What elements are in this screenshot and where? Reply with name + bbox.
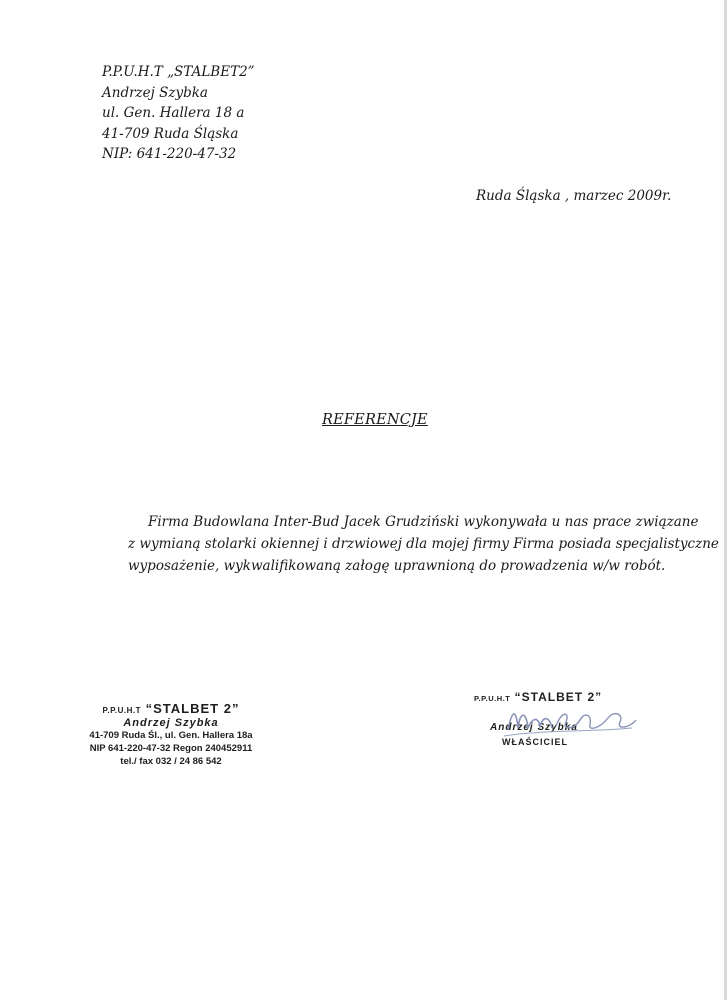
stamp-right-role: WŁAŚCICIEL	[502, 737, 568, 747]
body-line-1: Firma Budowlana Inter-Bud Jacek Grudziński wykonywała u nas prace związane	[148, 514, 699, 530]
stamp-left-phone: tel./ fax 032 / 24 86 542	[120, 756, 222, 767]
stamp-left-address: 41-709 Ruda Śl., ul. Gen. Hallera 18a	[89, 730, 253, 741]
place-date: Ruda Śląska , marzec 2009r.	[476, 188, 672, 204]
document-title: REFERENCJE	[322, 412, 428, 428]
sender-name: Andrzej Szybka	[102, 84, 208, 101]
stamp-right-prefix: P.P.U.H.T	[474, 694, 511, 703]
stamp-left-owner: Andrzej Szybka	[123, 717, 219, 729]
stamp-right-owner: Andrzej Szybka	[490, 722, 578, 733]
stamp-right-company: “STALBET 2”	[514, 690, 603, 704]
sender-street: ul. Gen. Hallera 18 a	[102, 105, 245, 121]
body-line-3: wyposażenie, wykwalifikowaną załogę uprawnioną do prowadzenia w/w robót.	[128, 558, 666, 574]
signature-stroke-1	[508, 714, 552, 730]
stamp-left-prefix: P.P.U.H.T	[102, 706, 141, 715]
sender-block	[102, 62, 255, 165]
signature-stroke-3	[504, 728, 632, 736]
sender-nip: NIP: 641-220-47-32	[102, 146, 237, 162]
signature-stroke-2	[556, 714, 636, 729]
handwritten-signature	[500, 700, 640, 740]
sender-city: 41-709 Ruda Śląska	[102, 125, 239, 142]
sender-company: P.P.U.H.T „STALBET2”	[102, 64, 255, 80]
company-stamp-left	[86, 701, 256, 768]
stamp-left-company: “STALBET 2”	[145, 701, 240, 716]
stamp-left-header	[86, 701, 256, 716]
body-line-2: z wymianą stolarki okiennej i drzwiowej dla mojej firmy Firma posiada specjalistyczne	[128, 536, 719, 552]
stamp-left-ids: NIP 641-220-47-32 Regon 240452911	[89, 743, 253, 754]
